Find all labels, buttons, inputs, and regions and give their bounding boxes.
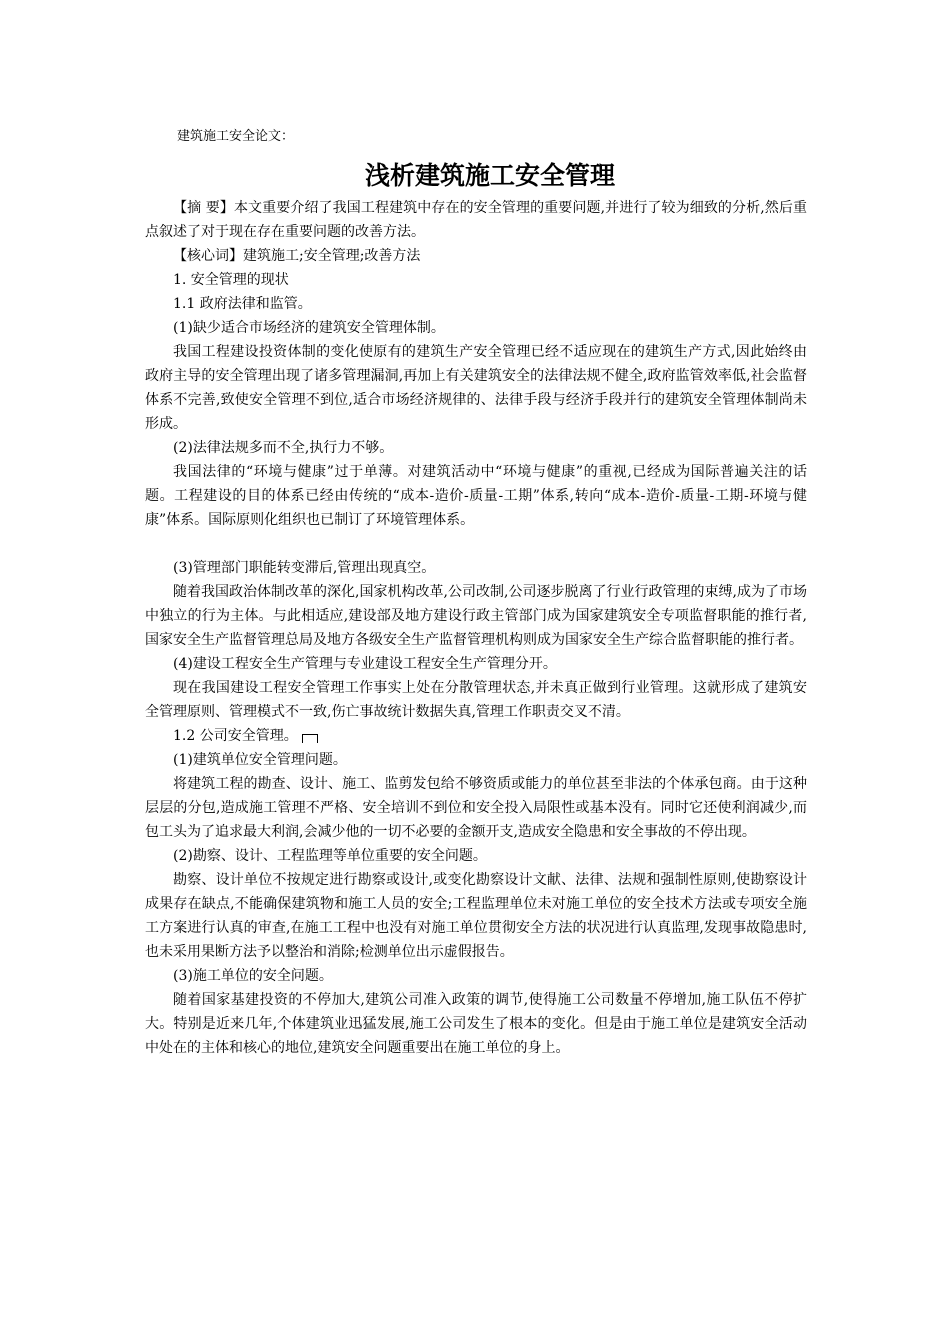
edit-mark-icon: [302, 734, 318, 743]
body-paragraph: 我国工程建设投资体制的变化使原有的建筑生产安全管理已经不适应现在的建筑生产方式,因此始终由政府主导的安全管理出现了诸多管理漏洞,再加上有关建筑安全的法律法规不健全,政府监管效率低,社会监督体系不完善,致使安全管理不到位,适合市场经济规律的、法律手段与经济手段并行的建筑安全管理体制尚未形成。: [145, 344, 807, 432]
keywords-paragraph: 【核心词】建筑施工;安全管理;改善方法: [173, 248, 421, 264]
item-heading: (4)建设工程安全生产管理与专业建设工程安全生产管理分开。: [173, 656, 557, 672]
subsection-heading-text: 1.2 公司安全管理。: [173, 728, 298, 744]
section-heading-1: 1. 安全管理的现状: [173, 272, 289, 288]
document-page: [145, 126, 807, 1060]
body-paragraph: 随着国家基建投资的不停加大,建筑公司准入政策的调节,使得施工公司数量不停增加,施工队伍不停扩大。特别是近来几年,个体建筑业迅猛发展,施工公司发生了根本的变化。但是由于施工单位是建筑安全活动中处在的主体和核心的地位,建筑安全问题重要出在施工单位的身上。: [145, 992, 807, 1056]
document-kicker: 建筑施工安全论文：: [177, 129, 295, 144]
body-paragraph: 我国法律的“环境与健康”过于单薄。对建筑活动中“环境与健康”的重视,已经成为国际普遍关注的话题。工程建设的目的体系已经由传统的“成本-造价-质量-工期”体系,转向“成本-造价-质量-工期-环境与健康”体系。国际原则化组织也已制订了环境管理体系。: [145, 464, 807, 528]
abstract-paragraph: 【摘 要】本文重要介绍了我国工程建筑中存在的安全管理的重要问题,并进行了较为细致的分析,然后重点叙述了对于现在存在重要问题的改善方法。: [145, 200, 807, 240]
body-paragraph: 现在我国建设工程安全管理工作事实上处在分散管理状态,并未真正做到行业管理。这就形成了建筑安全管理原则、管理模式不一致,伤亡事故统计数据失真,管理工作职责交叉不清。: [145, 680, 807, 720]
item-heading: (3)管理部门职能转变滞后,管理出现真空。: [173, 560, 436, 576]
blank-line: [145, 532, 807, 556]
subsection-heading-1-2: [145, 724, 807, 748]
document-title: 浅析建筑施工安全管理: [364, 161, 615, 190]
body-paragraph: 勘察、设计单位不按规定进行勘察或设计,或变化勘察设计文献、法律、法规和强制性原则,使勘察设计成果存在缺点,不能确保建筑物和施工人员的安全;工程监理单位未对施工单位的安全技术方法或专项安全施工方案进行认真的审查,在施工工程中也没有对施工单位贯彻安全方法的状况进行认真监理,发现事故隐患时,也未采用果断方法予以整治和消除;检测单位出示虚假报告。: [145, 872, 807, 960]
subsection-heading-1-1: 1.1 政府法律和监管。: [173, 296, 312, 312]
body-paragraph: 将建筑工程的勘查、设计、施工、监剪发包给不够资质或能力的单位甚至非法的个体承包商。由于这种层层的分包,造成施工管理不严格、安全培训不到位和安全投入局限性或基本没有。同时它还使利润减少,而包工头为了追求最大利润,会减少他的一切不必要的金额开支,造成安全隐患和安全事故的不停出现。: [145, 776, 807, 840]
item-heading: (1)建筑单位安全管理问题。: [173, 752, 347, 768]
body-paragraph: 随着我国政治体制改革的深化,国家机构改革,公司改制,公司逐步脱离了行业行政管理的束缚,成为了市场中独立的行为主体。与此相适应,建设部及地方建设行政主管部门成为国家建筑安全专项监督职能的推行者,国家安全生产监督管理总局及地方各级安全生产监督管理机构则成为国家安全生产综合监督职能的推行者。: [145, 584, 807, 648]
item-heading: (2)法律法规多而不全,执行力不够。: [173, 440, 394, 456]
item-heading: (2)勘察、设计、工程监理等单位重要的安全问题。: [173, 848, 487, 864]
item-heading: (1)缺少适合市场经济的建筑安全管理体制。: [173, 320, 445, 336]
item-heading: (3)施工单位的安全问题。: [173, 968, 333, 984]
